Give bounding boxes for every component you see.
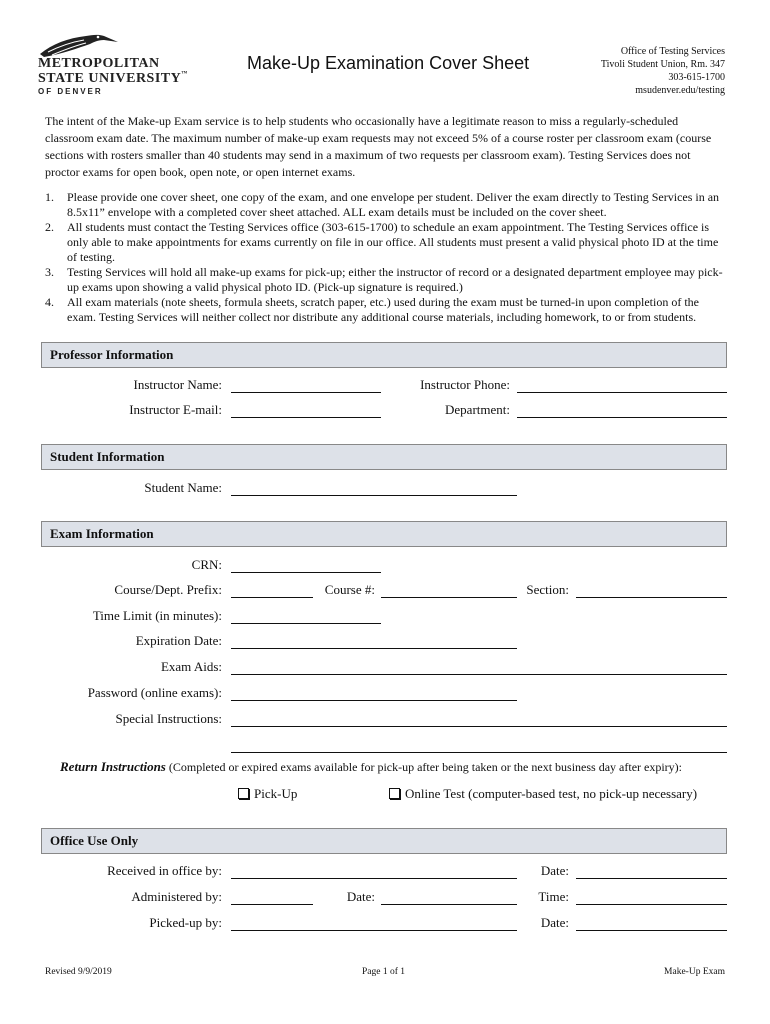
received-by-field[interactable] <box>231 878 517 879</box>
password-label: Password (online exams): <box>87 685 222 700</box>
student-name-field[interactable] <box>231 495 517 496</box>
received-date-field[interactable] <box>576 878 727 879</box>
document-name: Make-Up Exam <box>664 967 725 977</box>
course-prefix-label: Course/Dept. Prefix: <box>114 582 222 597</box>
received-date-label: Date: <box>540 863 569 878</box>
office-phone: 303-615-1700 <box>668 72 725 83</box>
instructor-phone-label: Instructor Phone: <box>420 377 510 392</box>
list-item: 2. All students must contact the Testing Services office (303-615-1700) to schedule an exam appointment. The Testing Services office is only able to make appointments for exams currently on file in our office. All students must present a valid physical photo ID at the time of testing. <box>45 220 719 264</box>
revised-date: Revised 9/9/2019 <box>45 967 112 977</box>
office-location: Tivoli Student Union, Rm. 347 <box>600 59 725 70</box>
student-name-label: Student Name: <box>144 480 222 495</box>
page-title: Make-Up Examination Cover Sheet <box>247 53 530 73</box>
special-instructions-field[interactable] <box>231 726 727 727</box>
logo-text-line1: METROPOLITAN <box>38 56 160 71</box>
expiration-date-field[interactable] <box>231 648 517 649</box>
page-number: Page 1 of 1 <box>362 967 406 977</box>
section-exam-information: Exam Information <box>41 521 727 547</box>
crn-label: CRN: <box>191 557 222 572</box>
return-instructions <box>60 759 682 775</box>
office-name: Office of Testing Services <box>620 46 725 57</box>
office-url: msudenver.edu/testing <box>635 85 725 96</box>
office-address <box>601 45 725 97</box>
time-field[interactable] <box>576 904 727 905</box>
instructor-email-field[interactable] <box>231 417 381 418</box>
received-by-label: Received in office by: <box>107 863 222 878</box>
course-prefix-field[interactable] <box>231 597 313 598</box>
exam-aids-field[interactable] <box>231 674 727 675</box>
pickup-option[interactable] <box>238 786 297 802</box>
online-test-option[interactable] <box>389 786 697 802</box>
picked-up-by-label: Picked-up by: <box>149 915 222 930</box>
list-item: 4. All exam materials (note sheets, formula sheets, scratch paper, etc.) used during the exam must be turned-in upon completion of the exam. Testing Services will neither collect nor distribute any additional course materials, including homework, to or from students. <box>45 295 699 324</box>
section-office-use-only: Office Use Only <box>41 828 727 854</box>
return-instructions-label: Return Instructions <box>60 759 166 774</box>
picked-up-by-field[interactable] <box>231 930 517 931</box>
logo-text-line2: STATE UNIVERSITY™ <box>38 71 188 86</box>
list-item: 3. Testing Services will hold all make-up exams for pick-up; either the instructor of record or a designated department employee may pick-up exams upon showing a valid physical photo ID. (Pick-up signature is required.) <box>45 265 723 294</box>
pickup-label: Pick-Up <box>254 786 298 801</box>
administered-by-field[interactable] <box>231 904 313 905</box>
administered-date-label: Date: <box>346 889 375 904</box>
intro-paragraph: The intent of the Make-up Exam service is to help students who occasionally have a legitimate reason to miss a regularly-scheduled classroom exam date. The maximum number of make-up exam requests may not exceed 5% of a course roster per classroom exam (course sections with rosters smaller than 40 students may send in a maximum of two requests per classroom exam). Testing Services does not proctor exams for open book, open note, or open internet exams. <box>45 114 712 179</box>
password-field[interactable] <box>231 700 517 701</box>
section-student-information: Student Information <box>41 444 727 470</box>
list-item: 1. Please provide one cover sheet, one copy of the exam, and one envelope per student. Deliver the exam directly to Testing Services in an 8.5x11” envelope with a completed cover sheet attached. ALL exam details must be included on the cover sheet. <box>45 190 720 219</box>
time-limit-label: Time Limit (in minutes): <box>92 608 222 623</box>
section-field[interactable] <box>576 597 727 598</box>
section-professor-information: Professor Information <box>41 342 727 368</box>
checkbox-icon[interactable] <box>238 788 249 799</box>
university-logo <box>38 30 188 96</box>
pickup-date-label: Date: <box>540 915 569 930</box>
pickup-date-field[interactable] <box>576 930 727 931</box>
instructor-name-field[interactable] <box>231 392 381 393</box>
department-field[interactable] <box>517 417 727 418</box>
checkbox-icon[interactable] <box>389 788 400 799</box>
course-number-label: Course #: <box>324 582 375 597</box>
instructor-name-label: Instructor Name: <box>133 377 222 392</box>
time-label: Time: <box>538 889 569 904</box>
logo-text-line3: OF DENVER <box>38 87 103 96</box>
time-limit-field[interactable] <box>231 623 381 624</box>
instructions-list <box>45 190 728 325</box>
course-number-field[interactable] <box>381 597 517 598</box>
instructor-email-label: Instructor E-mail: <box>129 402 222 417</box>
administered-date-field[interactable] <box>381 904 517 905</box>
exam-aids-label: Exam Aids: <box>160 659 222 674</box>
expiration-date-label: Expiration Date: <box>135 633 222 648</box>
special-instructions-label: Special Instructions: <box>115 711 222 726</box>
online-test-label: Online Test (computer-based test, no pick-up necessary) <box>405 786 698 801</box>
crn-field[interactable] <box>231 572 381 573</box>
department-label: Department: <box>445 402 510 417</box>
section-label: Section: <box>526 582 569 597</box>
special-instructions-field-line2[interactable] <box>231 752 727 753</box>
instructor-phone-field[interactable] <box>517 392 727 393</box>
trademark-symbol: ™ <box>181 71 188 77</box>
return-instructions-text: (Completed or expired exams available for pick-up after being taken or the next business day after expiry): <box>165 760 683 774</box>
administered-by-label: Administered by: <box>131 889 222 904</box>
